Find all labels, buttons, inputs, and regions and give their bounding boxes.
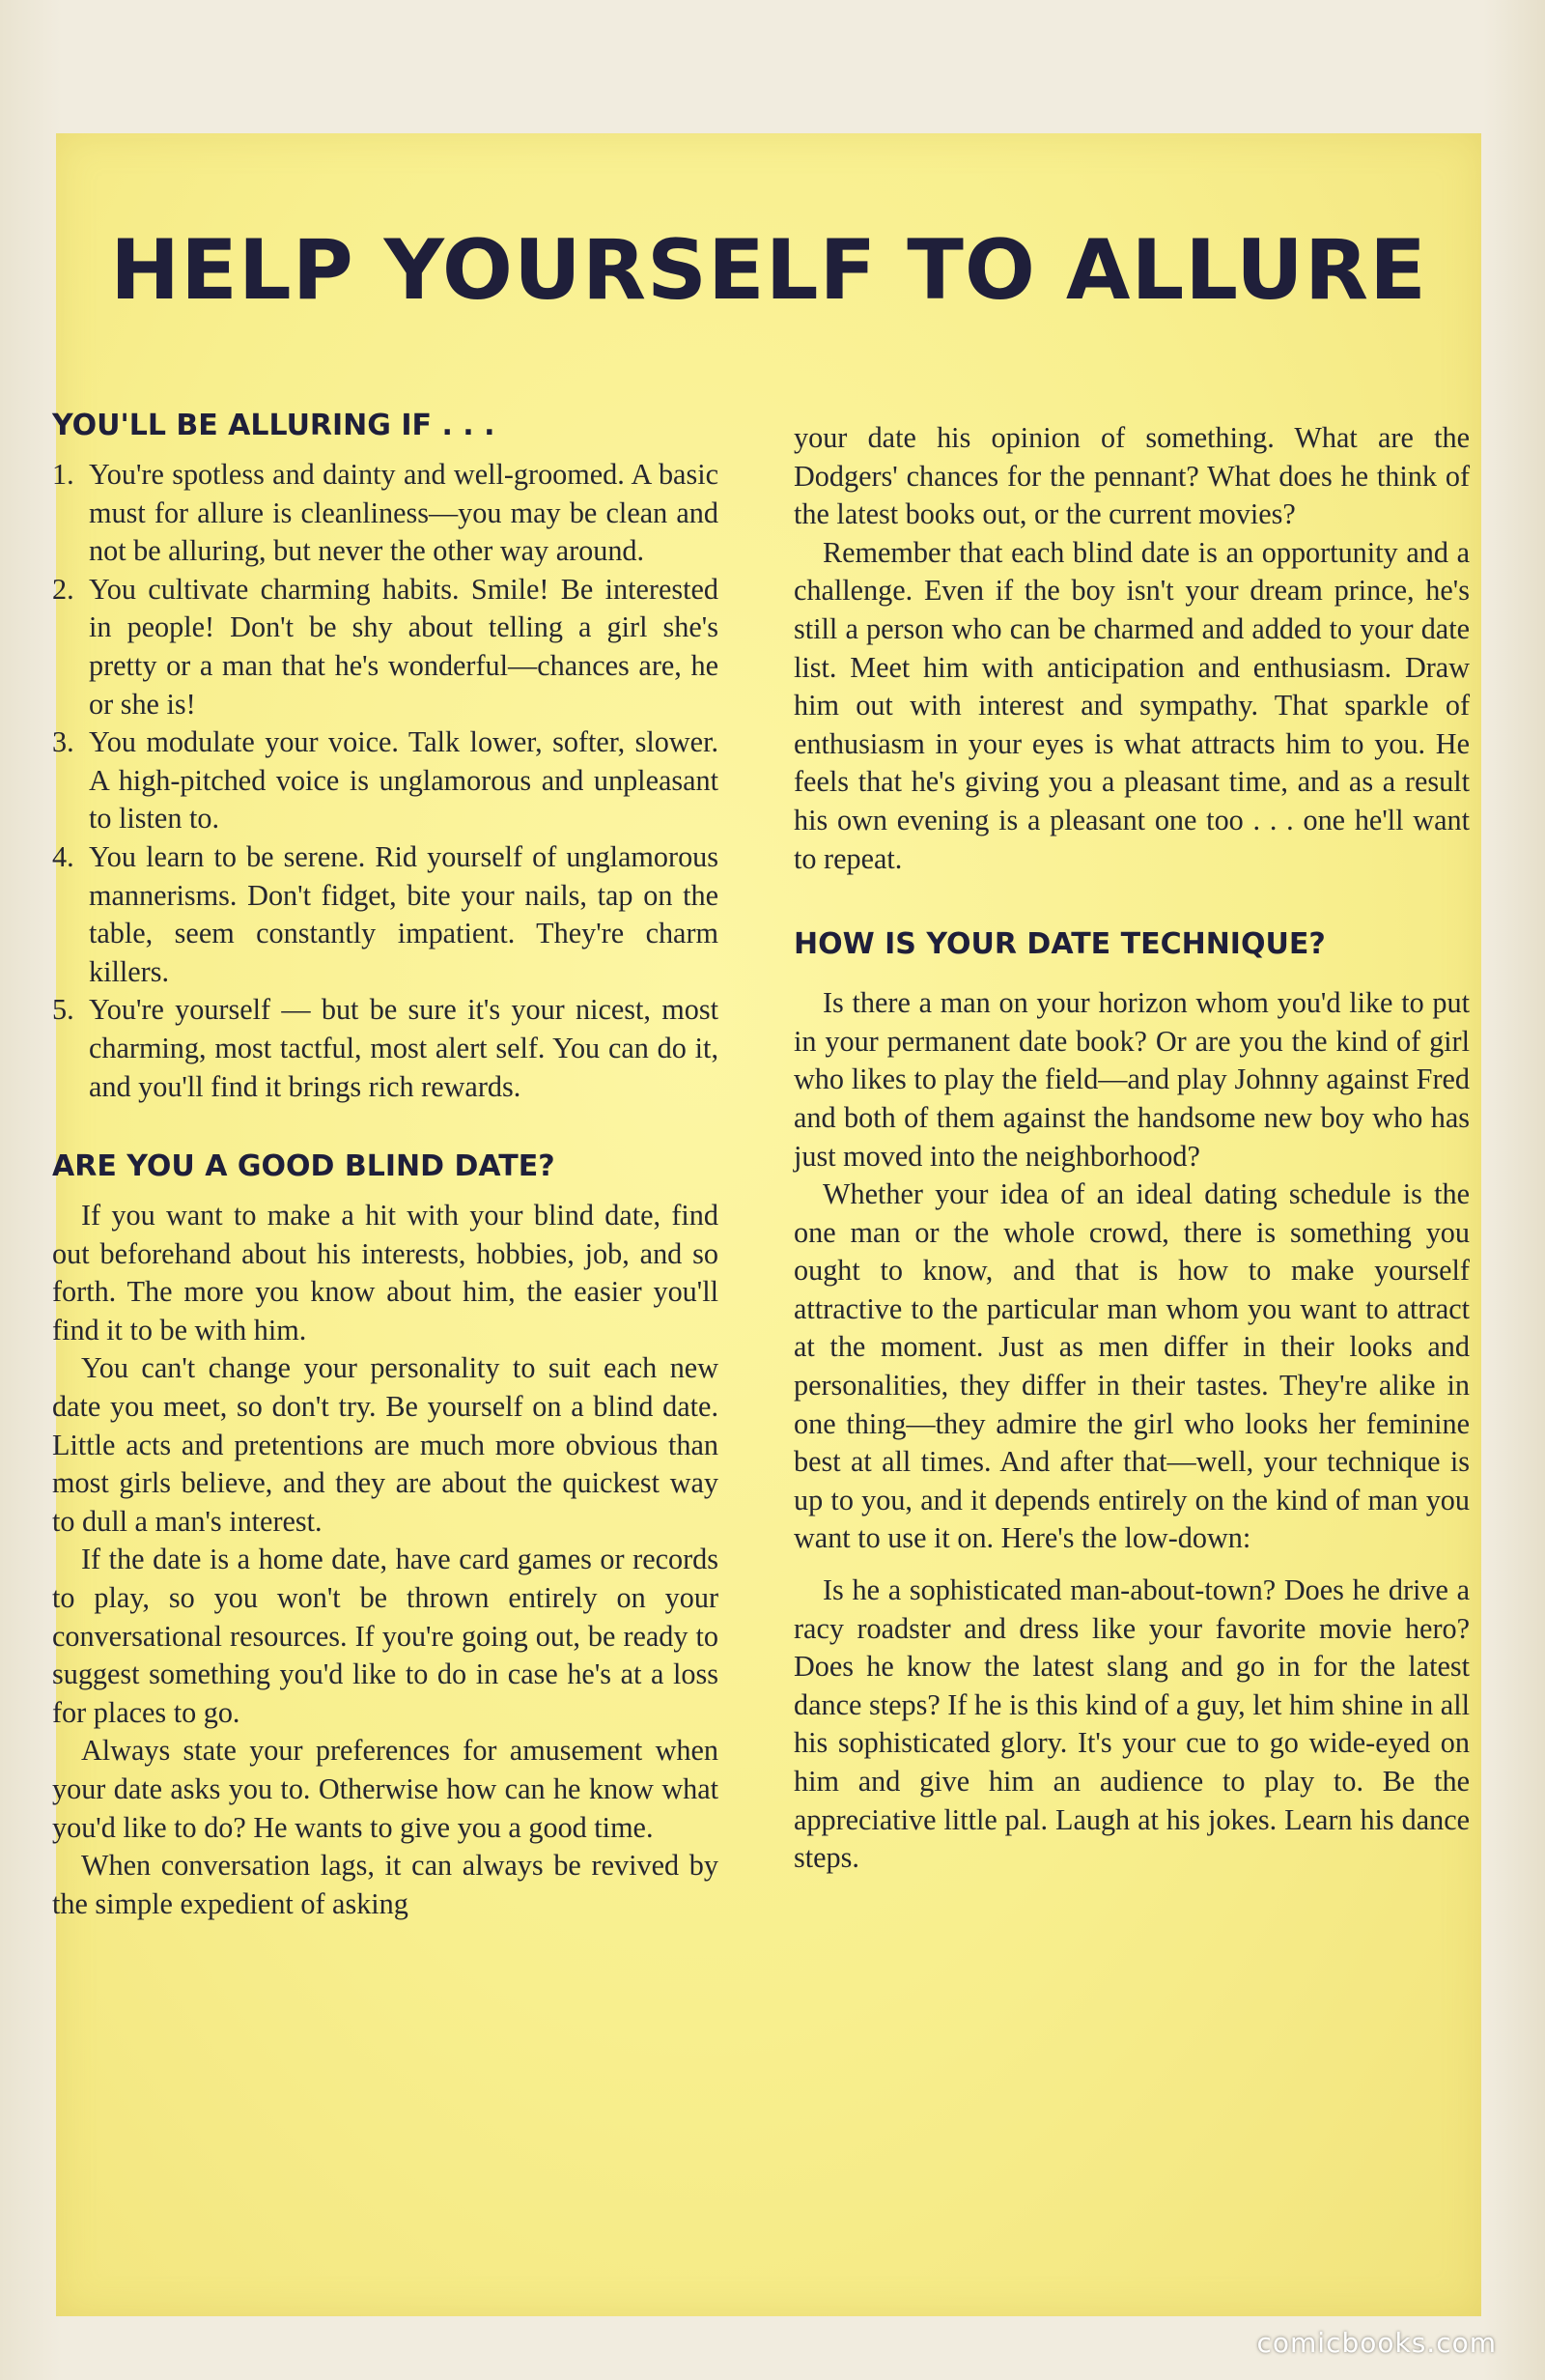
paragraph-continued: your date his opinion of something. What are the Dodgers' chances for the pennant? What does he think of the latest books out, or the current movies? [794, 421, 1470, 531]
article-title: HELP YOURSELF TO ALLURE [110, 222, 1427, 319]
list-item [52, 991, 718, 1106]
list-item [52, 571, 718, 723]
paragraph: When conversation lags, it can always be revived by the simple expedient of asking [52, 1849, 718, 1920]
right-column-content [794, 419, 1470, 1878]
list-text: You learn to be serene. Rid yourself of unglamorous mannerisms. Don't fidget, bite your nails, tap on the table, seem constantly impatient. They're charm killers. [89, 839, 718, 988]
list-number: 4. [52, 839, 74, 873]
list-item [52, 838, 718, 991]
paragraph: Always state your preferences for amusement when your date asks you to. Otherwise how can he know what you'd like to do? He wants to give you a good time. [52, 1734, 718, 1844]
list-item [52, 723, 718, 838]
left-column-content [52, 408, 718, 1923]
list-number: 1. [52, 458, 74, 491]
paragraph: Remember that each blind date is an opportunity and a challenge. Even if the boy isn't your dream prince, he's still a person who can be charmed and added to your date list. Meet him with anticipation and enthusiasm. Draw him out with interest and sympathy. That sparkle of enthusiasm in your eyes is what attracts him to you. He feels that he's giving you a pleasant time, and as a result his own evening is a pleasant one too . . . one he'll want to repeat. [794, 535, 1470, 875]
list-number: 2. [52, 572, 74, 606]
paragraph: Is he a sophisticated man-about-town? Does he drive a racy roadster and dress like your favorite movie hero? Does he know the latest slang and go in for the latest dance steps? If he is this kind of a guy, let him shine in all his sophisticated glory. It's your cue to go wide-eyed on him and give him an audience to play to. Be the appreciative little pal. Laugh at his jokes. Learn his dance steps. [794, 1573, 1470, 1875]
list-number: 3. [52, 725, 74, 759]
list-item [52, 456, 718, 571]
paragraph: Whether your idea of an ideal dating schedule is the one man or the whole crowd, there is something you ought to know, and that is how to make yourself attractive to the particular man whom you want to attract at the moment. Just as men differ in their looks and personalities, they differ in their tastes. They're alike in one thing—they admire the girl who looks her feminine best at all times. And after that—well, your technique is up to you, and it depends entirely on the kind of man you want to use it on. Here's the low-down: [794, 1177, 1470, 1555]
list-text: You modulate your voice. Talk lower, softer, slower. A high-pitched voice is unglamorous and unpleasant to listen to. [89, 725, 718, 836]
section-heading-alluring: YOU'LL BE ALLURING IF . . . [52, 409, 495, 442]
list-text: You're spotless and dainty and well-groomed. A basic must for allure is cleanliness—you may be clean and not be alluring, but never the other way around. [89, 458, 718, 568]
list-number: 5. [52, 993, 74, 1027]
paragraph: You can't change your personality to suit each new date you meet, so don't try. Be yourself on a blind date. Little acts and pretentions are much more obvious than most girls believe, and they are about the quickest way to dull a man's interest. [52, 1351, 718, 1538]
paragraph: If you want to make a hit with your blind date, find out beforehand about his interests, hobbies, job, and so forth. The more you know about him, the easier you'll find it to be with him. [52, 1199, 718, 1346]
paragraph: If the date is a home date, have card games or records to play, so you won't be thrown entirely on your conversational resources. If you're going out, be ready to suggest something you'd like to do in case he's at a loss for places to go. [52, 1543, 718, 1729]
section-heading-date-technique: HOW IS YOUR DATE TECHNIQUE? [794, 927, 1326, 962]
site-watermark: comicbooks.com [1256, 2327, 1497, 2359]
section-heading-blind-date: ARE YOU A GOOD BLIND DATE? [52, 1149, 555, 1184]
paragraph: Is there a man on your horizon whom you'd like to put in your permanent date book? Or are you the kind of girl who likes to play the field—and play Johnny against Fred and both of them against the handsome new boy who has just moved into the neighborhood? [794, 986, 1470, 1173]
list-text: You cultivate charming habits. Smile! Be interested in people! Don't be shy about telling a girl she's pretty or a man that he's wonderful—chances are, he or she is! [89, 572, 718, 721]
list-text: You're yourself — but be sure it's your nicest, most charming, most tactful, most alert self. You can do it, and you'll find it brings rich rewards. [89, 993, 718, 1103]
